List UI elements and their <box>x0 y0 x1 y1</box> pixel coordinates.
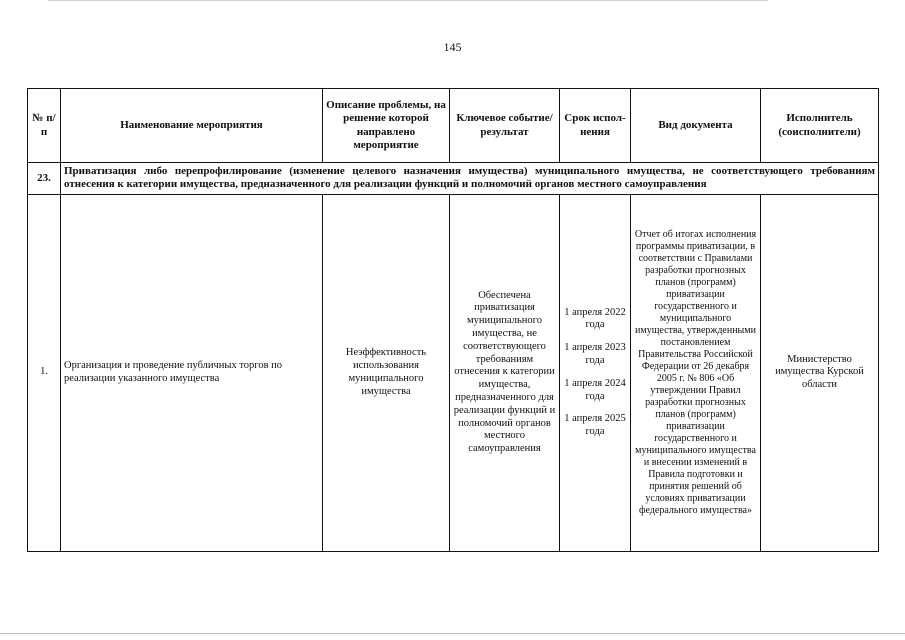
row-document-type: Отчет об итогах исполнения программы приватизации, в соответствии с Правилами разработки прогнозных планов (программ) приватизации государственного и муниципального имущества, утвержденными постановлением Правительства Российской Федерации от 26 декабря 2005 г. № 806 «Об утверждении Правил разработки прогнозных планов (программ) приватизации государственного и муниципального имущества и внесении изменений в Правила подготовки и принятия решений об условиях приватизации федерального имущества» <box>631 194 761 551</box>
table-row <box>28 194 879 551</box>
header-term: Срок испол-нения <box>560 89 631 163</box>
header-event: Ключевое событие/ результат <box>450 89 560 163</box>
header-row <box>28 89 879 163</box>
section-title: Приватизация либо перепрофилирование (изменение целевого назначения имущества) муниципального имущества, не соответствующего требованиям отнесения к категории имущества, предназначенного для реализации функций и полномочий органов местного самоуправления <box>61 163 879 195</box>
header-num: № п/п <box>28 89 61 163</box>
top-scan-line <box>48 0 768 1</box>
term-date: 1 апреля 2022 года <box>564 306 626 331</box>
section-number: 23. <box>28 163 61 195</box>
term-date: 1 апреля 2023 года <box>564 342 626 367</box>
row-problem: Неэффективность использования муниципального имущества <box>323 194 450 551</box>
row-name: Организация и проведение публичных торгов по реализации указанного имущества <box>61 194 323 551</box>
bottom-scan-line <box>0 633 905 634</box>
header-problem: Описание проблемы, на решение которой направлено мероприятие <box>323 89 450 163</box>
header-name: Наименование мероприятия <box>61 89 323 163</box>
measures-table <box>27 88 879 552</box>
section-row <box>28 163 879 195</box>
row-event: Обеспечена приватизация муниципального имущества, не соответствующего требованиям отнесения к категории имущества, предназначенного для реализации функций и полномочий органов местного самоуправления <box>450 194 560 551</box>
header-executor: Исполнитель (соисполнители) <box>761 89 879 163</box>
row-executor: Министерство имущества Курской области <box>761 194 879 551</box>
row-terms <box>560 194 631 551</box>
row-number: 1. <box>28 194 61 551</box>
header-doc: Вид документа <box>631 89 761 163</box>
page-number: 145 <box>443 40 462 54</box>
term-date: 1 апреля 2024 года <box>564 377 626 402</box>
term-date: 1 апреля 2025 года <box>564 413 626 438</box>
